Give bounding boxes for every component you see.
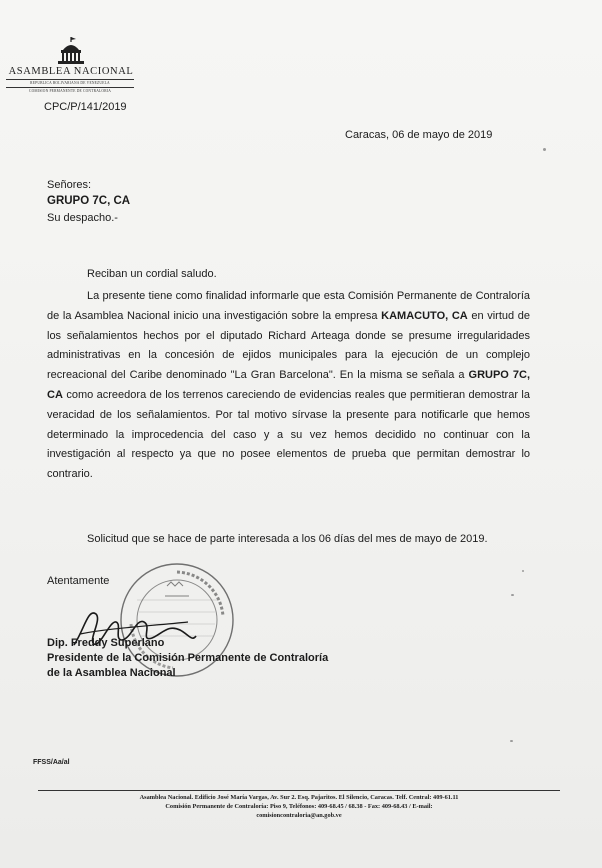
- recipient-company: GRUPO 7C, CA: [47, 195, 131, 207]
- signatory-name: Dip. Freddy Superlano: [47, 637, 165, 649]
- org-name: ASAMBLEA NACIONAL: [8, 66, 134, 77]
- footer-line-3: comisioncontraloria@an.gob.ve: [256, 812, 342, 819]
- signatory-body: de la Asamblea Nacional: [47, 667, 176, 679]
- capitol-building-icon: [54, 36, 88, 66]
- letterhead-subtitle-2: COMISIÓN PERMANENTE DE CONTRALORÍA: [29, 89, 111, 93]
- letterhead-rule: [6, 79, 134, 80]
- body-paragraph-2: Solicitud que se hace de parte interesada a los 06 días del mes de mayo de 2019.: [87, 533, 488, 545]
- company-name-grupo: GRUPO 7C, CA: [47, 369, 530, 401]
- scan-speck: [510, 740, 513, 742]
- greeting: Reciban un cordial saludo.: [87, 268, 217, 280]
- scan-speck: [522, 570, 524, 572]
- reference-number: CPC/P/141/2019: [44, 101, 127, 113]
- body-text-segment: La presente tiene como finalidad informarle que esta Comisión Permanente de Contraloría de la Asamblea Nacional inicio una investigación sobre la empresa: [47, 290, 530, 322]
- place-date: Caracas, 06 de mayo de 2019: [345, 129, 493, 141]
- recipient-salutation: Señores:: [47, 179, 92, 191]
- scan-speck: [511, 594, 514, 596]
- company-name-kamacuto: KAMACUTO, CA: [381, 309, 468, 322]
- typist-initials: FFSS/Aa/al: [33, 759, 70, 766]
- body-paragraph-1: [47, 287, 530, 485]
- letterhead-rule-2: [6, 87, 134, 88]
- footer-line-1: Asamblea Nacional. Edificio José María Vargas, Av. Sur 2. Esq. Pajaritos. El Silencio, Caracas. Telf. Central: 409-61.11: [139, 794, 459, 801]
- letterhead-subtitle-1: REPÚBLICA BOLIVARIANA DE VENEZUELA: [30, 81, 110, 85]
- closing: Atentamente: [47, 575, 110, 587]
- signatory-title: Presidente de la Comisión Permanente de Contraloría: [47, 652, 329, 664]
- scan-speck: [543, 148, 546, 151]
- footer-line-2: Comisión Permanente de Contraloría: Piso 9, Teléfonos: 409-68.45 / 68.38 - Fax: 409-68.43 / E-mail:: [165, 803, 433, 810]
- body-text-segment: como acreedora de los terrenos careciendo de evidencias reales que permitieran demostrar la veracidad de los señalamientos. Por tal motivo sírvase la presente para notificarle que hemos determinado la improcedencia del caso y a su vez hemos decidido no continuar con la investigación al respecto ya que no posee elementos de prueba que permitan demostrar lo contrario.: [47, 388, 530, 481]
- recipient-line: Su despacho.-: [47, 212, 118, 224]
- body-text-segment: en virtud de los señalamientos hechos por el diputado Richard Arteaga donde se presume irregularidades administrativas en la concesión de ejidos municipales para la ejecución de un complejo recreacional del Caribe denominado "La Gran Barcelona". En la misma se señala a: [47, 309, 530, 382]
- footer-rule: [38, 790, 560, 791]
